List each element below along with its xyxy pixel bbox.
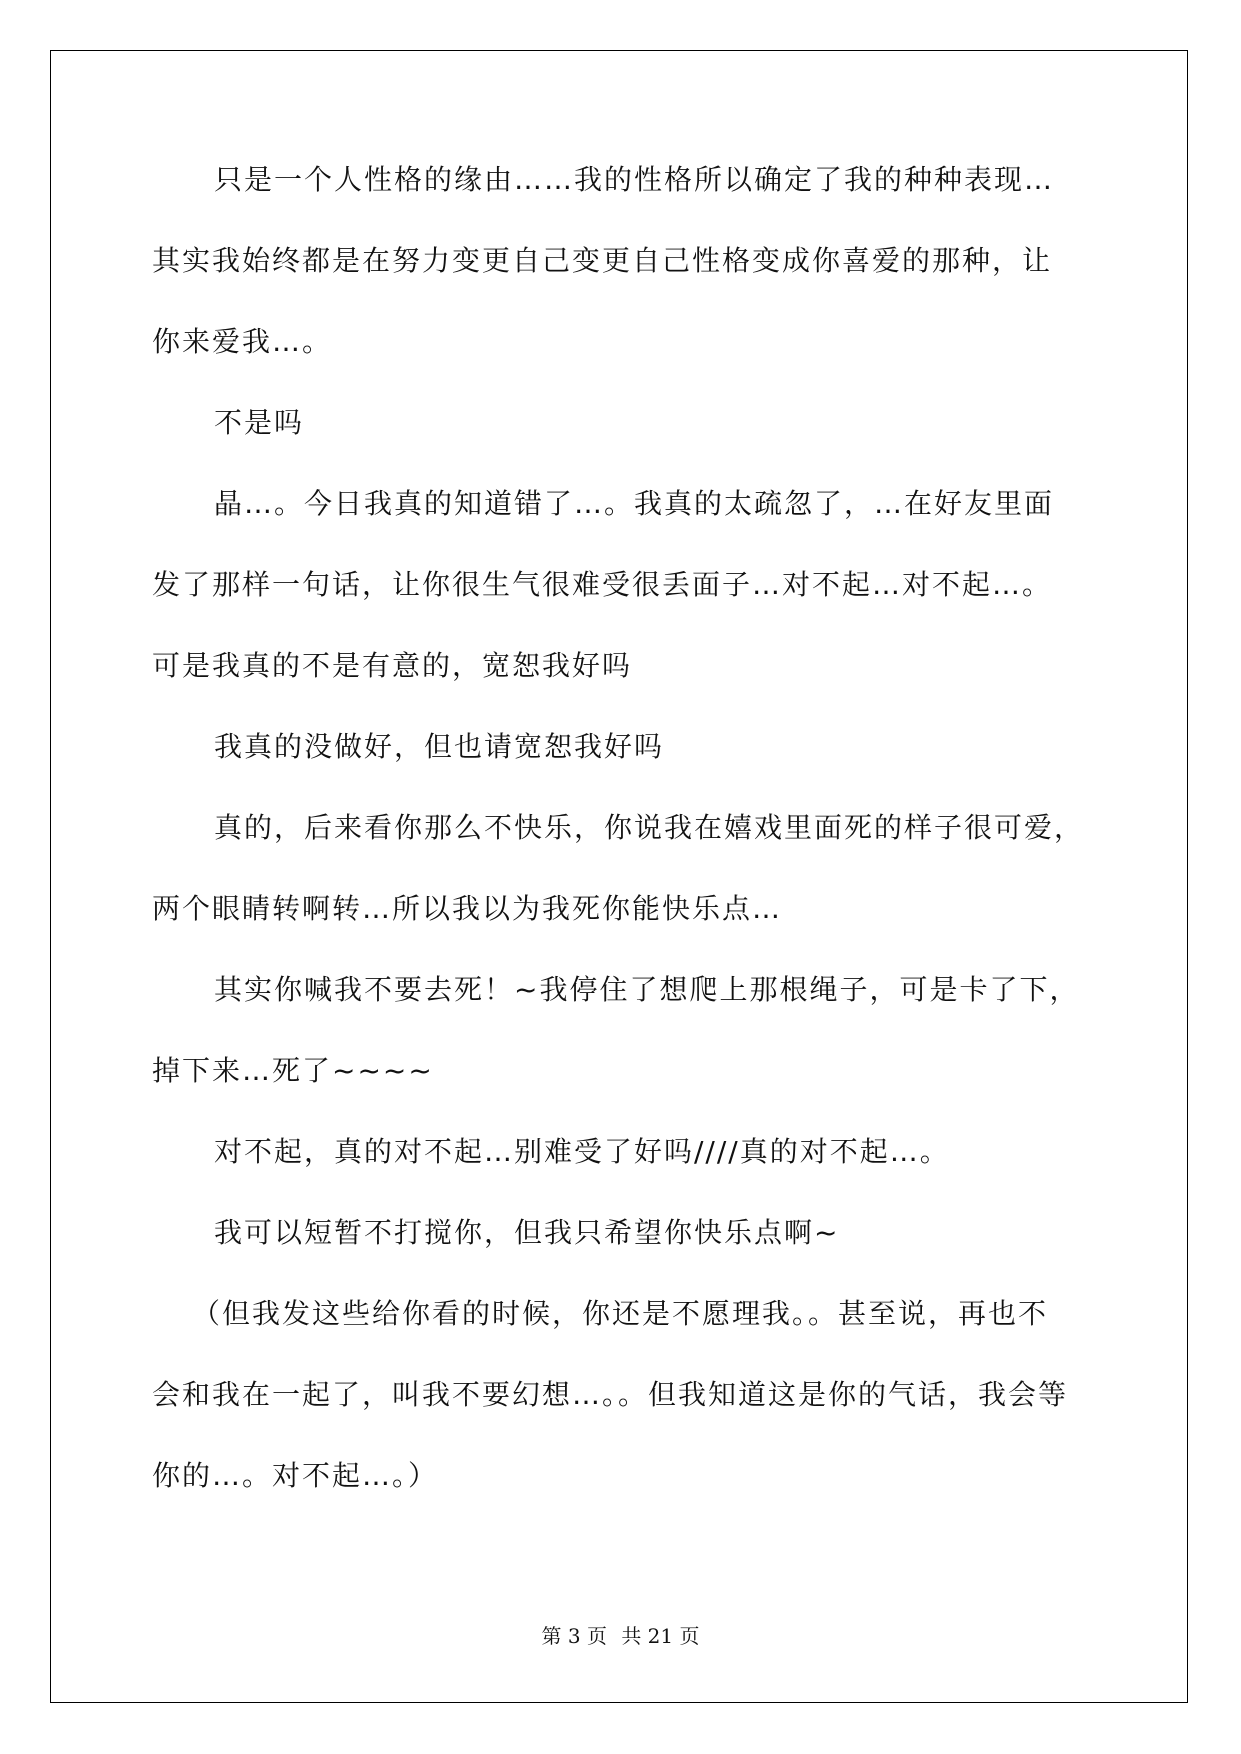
- paragraph-line: 不是吗: [214, 406, 305, 439]
- paragraph-line: 其实我始终都是在努力变更自己变更自己性格变成你喜爱的那种，让: [152, 244, 1053, 277]
- paragraph-line: 其实你喊我不要去死！~我停住了想爬上那根绳子，可是卡了下，: [214, 973, 1080, 1006]
- paragraph-line: 会和我在一起了，叫我不要幻想…。。但我知道这是你的气话，我会等: [152, 1378, 1069, 1411]
- paragraph-line: 掉下来…死了~~~~: [152, 1054, 434, 1087]
- document-body: [152, 160, 1092, 1537]
- paragraph-line: 真的，后来看你那么不快乐，你说我在嬉戏里面死的样子很可爱，: [214, 811, 1085, 844]
- paragraph-line: 晶…。今日我真的知道错了…。我真的太疏忽了，…在好友里面: [214, 487, 1055, 520]
- paragraph-line: 我真的没做好，但也请宽恕我好吗: [214, 730, 665, 763]
- paragraph-line: 只是一个人性格的缘由……我的性格所以确定了我的种种表现…: [214, 163, 1055, 196]
- paragraph-line: （但我发这些给你看的时候，你还是不愿理我。。甚至说，再也不: [192, 1297, 1049, 1330]
- paragraph-line: 我可以短暂不打搅你，但我只希望你快乐点啊~: [214, 1216, 840, 1249]
- paragraph-line: 你的…。对不起…。）: [152, 1459, 439, 1492]
- paragraph-line: 对不起，真的对不起…别难受了好吗////真的对不起…。: [214, 1135, 950, 1168]
- paragraph-line: 可是我真的不是有意的，宽恕我好吗: [152, 649, 633, 682]
- paragraph-line: 你来爱我…。: [152, 325, 333, 358]
- page-total: 共 21 页: [621, 1624, 700, 1648]
- paragraph-line: 发了那样一句话，让你很生气很难受很丢面子…对不起…对不起…。: [152, 568, 1053, 601]
- page-number: 第 3 页: [541, 1624, 607, 1648]
- page-footer: [0, 1620, 1241, 1649]
- paragraph-line: 两个眼睛转啊转…所以我以为我死你能快乐点…: [152, 892, 783, 925]
